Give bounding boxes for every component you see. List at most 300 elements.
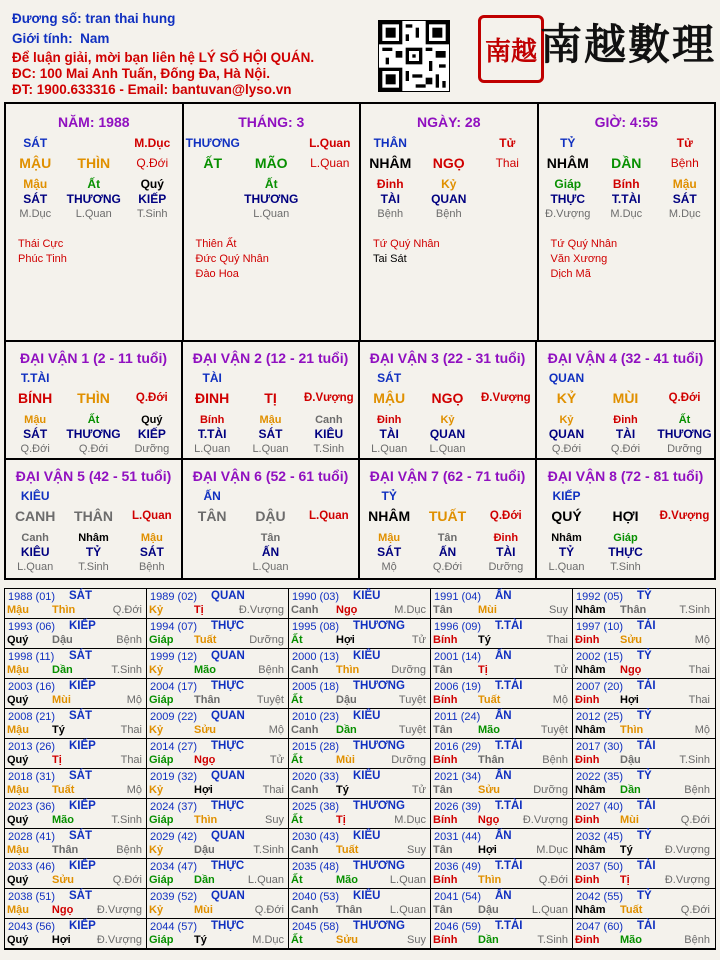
year-cell [431,919,573,949]
dai-van-gods-row [360,427,535,442]
year-stem: Giáp [149,754,174,766]
year-label: 2007 (20) [576,681,624,693]
year-cell [573,919,715,949]
year-god: TỶ [637,710,652,722]
pillar-top-row-item: THÂN [373,136,407,150]
year-pillar-row [433,694,568,706]
year-cell [573,769,715,799]
dai-van-hidden-stems [537,413,714,427]
year-pillar-row [7,664,142,676]
year-pillar-row [575,814,710,826]
year-stage: Tuyệt [256,694,284,706]
year-cell [289,859,431,889]
year-branch: Sửu [194,724,217,736]
year-branch: Hợi [620,694,639,706]
year-pillar-row [7,784,142,796]
year-pillar-row [149,724,284,736]
year-god: QUAN [211,650,245,662]
year-cell [573,739,715,769]
pillar-top-row-item: L.Quan [309,136,351,150]
pillar-gods-row-item: THƯƠNG [244,192,299,206]
year-stem: Bính [433,814,458,826]
year-branch: Tị [478,664,488,676]
dai-van-main-row [183,390,358,407]
dai-van-god-row [360,489,535,504]
dai-van-main-row [183,508,358,525]
year-pillar-row [291,784,426,796]
year-label: 2024 (37) [150,801,198,813]
year-label: 2004 (17) [150,681,198,693]
dai-van-stages-row-item: T.Sinh [78,561,109,573]
dai-van-god: ẤN [203,489,221,503]
year-label: 2012 (25) [576,711,624,723]
pillar-stages-row-item: Bệnh [377,208,404,220]
year-cell [289,679,431,709]
year-cell [147,619,289,649]
year-stem: Đinh [575,754,600,766]
year-god: SÁT [69,830,92,842]
year-god: SÁT [69,770,92,782]
dai-van-hidden-stems [183,531,358,545]
year-label: 2010 (23) [292,711,340,723]
pillar-main-row-item: NGỌ [432,155,465,171]
dai-van-main-row [360,390,535,407]
pillar-top-row-item: Tử [499,136,516,150]
dai-van-gods-row-item: KIẾP [137,427,166,441]
year-god: THỰC [211,740,245,752]
dai-van-stages-row-item: L.Quan [17,561,54,573]
year-branch: Dần [194,874,215,886]
year-stage: Đ.Vượng [96,934,142,946]
dai-van-main-row-item: KỶ [556,390,577,406]
year-branch: Tị [193,604,204,616]
year-branch: Thân [620,604,647,616]
year-pillar-row [575,634,710,646]
year-cell [289,649,431,679]
year-cell [289,589,431,619]
dai-van-hidden-stems-item: Ất [87,414,100,426]
year-god: QUAN [211,710,245,722]
year-cell [5,829,147,859]
dai-van-table [4,342,716,580]
pillar-main-row [184,155,360,172]
pillar-main-row-item: MẬU [19,155,52,171]
dai-van-hidden-stems-item: Kỷ [440,414,455,426]
year-stage: Thai [262,784,284,796]
pillar-gods-row-item: SÁT [23,192,48,206]
dai-van-title: ĐẠI VẬN 3 (22 - 31 tuổi) [369,350,526,366]
year-label: 2002 (15) [576,651,624,663]
year-stage: Dưỡng [533,784,568,796]
year-stage: M.Dục [536,844,568,856]
year-god: THỰC [211,920,245,932]
year-stage: Đ.Vượng [238,604,284,616]
dai-van-hidden-stems-item: Giáp [613,532,638,544]
year-branch: Sửu [336,934,359,946]
year-pillar-row [433,634,568,646]
year-branch: Mão [336,874,358,886]
pillar-note: Tai Sát [373,253,407,265]
dai-van-gods-row-item: T.TÀI [197,427,227,441]
dai-van-main-row [537,508,714,525]
year-stage: Q.Đới [538,874,568,886]
year-cell [5,589,147,619]
red-seal-logo: 南越 [478,15,544,83]
pillar-hidden-stems-item: Bính [612,177,640,191]
dai-van-main-row-item: HỢI [612,508,639,524]
year-stage: Q.Đới [254,904,284,916]
year-label: 2005 (18) [292,681,340,693]
dai-van-cell [537,460,714,578]
year-cell [5,649,147,679]
year-stage: Q.Đới [112,874,142,886]
pillar-title: NĂM: 1988 [57,114,130,130]
year-label: 2022 (35) [576,771,624,783]
dai-van-stages-row [6,560,181,574]
dai-van-gods-row [183,427,358,442]
year-cell [5,709,147,739]
dai-van-hidden-stems [360,413,535,427]
year-label: 1991 (04) [434,591,482,603]
year-cell [573,859,715,889]
year-god: T.TÀI [495,680,523,692]
year-pillar-row [575,694,710,706]
year-stem: Đinh [575,634,600,646]
year-cell [5,619,147,649]
dai-van-hidden-stems [537,531,714,545]
year-stem: Ất [291,934,303,946]
year-stem: Tân [433,844,453,856]
pillar-note: Đào Hoa [195,268,239,280]
year-stem: Đinh [575,694,600,706]
pillar-title: NGÀY: 28 [416,114,481,130]
year-pillar-row [291,844,426,856]
year-stage: Bệnh [542,754,568,766]
year-label: 2006 (19) [434,681,482,693]
pillar-main-row-item: NHÂM [369,155,412,171]
dai-van-main-row-item: BÍNH [18,390,53,406]
year-stage: Suy [407,934,426,946]
pillar-note: Tứ Quý Nhân [550,238,618,250]
year-stem: Canh [291,724,319,736]
year-god: KIẾP [69,680,96,692]
year-god: THƯƠNG [353,860,405,872]
dai-van-cell [6,460,183,578]
year-pillar-row [575,724,710,736]
year-pillar-row [433,664,568,676]
year-pillar-row [7,754,142,766]
dai-van-hidden-stems [6,531,181,545]
pillar-gods-row-item: QUAN [431,192,467,206]
year-god: TÀI [637,620,656,632]
pillar-hidden-stems [539,177,715,192]
year-stage: L.Quan [247,874,284,886]
year-pillar-row [291,934,426,946]
year-god: TÀI [637,740,656,752]
year-branch: Mùi [478,604,497,616]
year-pillar-row [291,814,426,826]
pillar-stages-row-item: Bệnh [435,208,462,220]
pillar-hidden-stems-item: Đinh [376,177,404,191]
dai-van-main-row-item: NGỌ [431,390,464,406]
dai-van-stages-row [537,442,714,456]
year-god: KIÊU [353,710,381,722]
year-stage: T.Sinh [253,844,284,856]
dai-van-god-row [6,489,181,504]
pillar-notes [551,237,715,282]
dai-van-title: ĐẠI VẬN 7 (62 - 71 tuổi) [369,468,526,484]
dai-van-title: ĐẠI VẬN 8 (72 - 81 tuổi) [547,468,704,484]
year-stage: Thai [688,694,710,706]
year-stem: Ất [291,694,303,706]
year-stage: Bệnh [684,934,710,946]
year-cell [147,739,289,769]
year-stage: Q.Đới [680,904,710,916]
year-label: 1990 (03) [292,591,340,603]
year-cell [573,619,715,649]
dai-van-stages-row [183,560,358,574]
year-pillar-row [291,874,426,886]
pillar-stages-row-item: T.Sinh [136,208,168,220]
dai-van-stages-row-item: Q.Đới [432,561,463,573]
year-stage: Bệnh [258,664,284,676]
year-stage: T.Sinh [679,604,710,616]
year-pillar-row [433,844,568,856]
year-pillar-row [149,844,284,856]
year-branch: Tị [619,874,630,886]
dai-van-gods-row-item: THỰC [608,545,643,559]
year-stem: Nhâm [575,844,606,856]
year-god: KIẾP [69,800,96,812]
dai-van-stages-row-item: L.Quan [194,443,231,455]
four-pillars-table [4,102,716,342]
year-god: TỶ [637,650,652,662]
year-branch: Tý [194,934,207,946]
year-branch: Dần [620,784,641,796]
year-cell [289,709,431,739]
dai-van-gods-row-item: TÀI [496,545,516,559]
dai-van-title: ĐẠI VẬN 4 (32 - 41 tuổi) [547,350,704,366]
pillar-note: Văn Xương [550,253,608,265]
year-cell [147,889,289,919]
year-god: TỶ [637,590,652,602]
pillar-column [361,104,539,340]
year-branch: Thìn [52,604,76,616]
year-cell [289,919,431,949]
year-cell [431,799,573,829]
year-god: TÀI [637,920,656,932]
year-pillar-row [433,604,568,616]
year-god: KIẾP [69,740,96,752]
pillar-column [184,104,362,340]
year-pillar-row [7,904,142,916]
year-cell [573,799,715,829]
year-god: THƯƠNG [353,800,405,812]
year-pillar-row [7,604,142,616]
year-cell [289,889,431,919]
year-branch: Hợi [194,784,213,796]
year-label: 2029 (42) [150,831,198,843]
pillar-main-row-item: Thai [495,156,519,170]
dai-van-god: TÀI [202,371,222,385]
year-branch: Thìn [478,874,502,886]
year-god: ẤN [495,770,512,782]
year-label: 2045 (58) [292,921,340,933]
year-stem: Nhâm [575,784,606,796]
dai-van-gods-row [537,427,714,442]
year-stem: Mậu [7,604,29,616]
dai-van-stages-row [537,560,714,574]
year-cell [289,739,431,769]
year-stem: Bính [433,934,458,946]
year-stem: Nhâm [575,724,606,736]
dai-van-main-row-item: TUẤT [428,508,467,524]
dai-van-god-row [6,371,181,386]
pillar-hidden-stems [184,177,360,192]
year-label: 2043 (56) [8,921,56,933]
dai-van-stages-row-item: Q.Đới [610,443,641,455]
dai-van-god-row [183,489,358,504]
pillar-main-row [539,155,715,172]
year-god: TÀI [637,680,656,692]
year-stage: M.Dục [394,814,426,826]
dai-van-gods-row-item: QUAN [429,427,466,441]
dai-van-hidden-stems-item: Tân [260,532,281,544]
year-label: 2047 (60) [576,921,624,933]
year-cell [431,649,573,679]
year-god: T.TÀI [495,620,523,632]
dai-van-gods-row [537,545,714,560]
year-stem: Mậu [7,724,29,736]
year-branch: Sửu [478,784,501,796]
pillar-notes [373,237,537,267]
year-stem: Mậu [7,844,29,856]
year-cell [5,679,147,709]
dai-van-god-row [537,489,714,504]
year-pillar-row [575,904,710,916]
pillar-main-row-item: THÌN [77,155,111,171]
year-stem: Nhâm [575,904,606,916]
year-stage: Đ.Vượng [96,904,142,916]
year-god: T.TÀI [495,920,523,932]
year-label: 2044 (57) [150,921,198,933]
year-god: SÁT [69,650,92,662]
pillar-main-row-item: Bệnh [670,156,699,170]
dai-van-title: ĐẠI VẬN 2 (12 - 21 tuổi) [192,350,349,366]
year-god: T.TÀI [495,860,523,872]
year-pillar-row [575,664,710,676]
year-god: THỰC [211,800,245,812]
year-cell [431,859,573,889]
year-cell [573,649,715,679]
year-cell [289,619,431,649]
dai-van-god: QUAN [548,371,585,385]
year-pillar-row [7,874,142,886]
year-cell [573,889,715,919]
pillar-column [539,104,715,340]
year-cell [147,769,289,799]
year-pillar-row [291,694,426,706]
pillar-stages-row [539,207,715,221]
year-label: 2003 (16) [8,681,56,693]
year-pillar-row [291,724,426,736]
year-branch: Mùi [620,814,639,826]
year-stage: Tuyệt [540,724,568,736]
pillar-note: Dịch Mã [550,268,591,280]
pillar-gods-row-item: T.TÀI [611,192,641,206]
dai-van-hidden-stems-item: Mậu [259,414,282,426]
year-stage: Mộ [694,634,710,646]
year-stage: Tử [553,664,568,676]
year-god: SÁT [69,890,92,902]
year-label: 2036 (49) [434,861,482,873]
pillar-gods-row-item: TÀI [380,192,400,206]
year-stage: Bệnh [684,784,710,796]
pillar-top-row [361,136,537,151]
year-god: THỰC [211,620,245,632]
year-god: ẤN [495,890,512,902]
year-god: ẤN [495,830,512,842]
year-god: T.TÀI [495,800,523,812]
dai-van-title: ĐẠI VẬN 5 (42 - 51 tuổi) [15,468,172,484]
year-cell [573,679,715,709]
year-pillar-row [575,754,710,766]
year-branch: Tý [52,724,65,736]
dai-van-gods-row-item: THƯƠNG [66,427,121,441]
year-stem: Canh [291,604,319,616]
year-stem: Tân [433,604,453,616]
year-pillar-row [433,934,568,946]
pillar-gods-row-item: SÁT [672,192,697,206]
year-branch: Mão [194,664,216,676]
year-cell [5,859,147,889]
year-label: 2031 (44) [434,831,482,843]
pillar-hidden-stems-item: Ất [87,177,101,191]
dai-van-stages-row-item: Dưỡng [134,443,170,455]
dai-van-main-row-item: Q.Đới [668,392,701,404]
dai-van-stages-row-item: T.Sinh [610,561,641,573]
year-pillar-row [575,934,710,946]
pillar-stages-row [361,207,537,221]
year-branch: Thân [478,754,505,766]
year-stem: Giáp [149,634,174,646]
year-pillar-row [149,784,284,796]
year-cell [431,739,573,769]
year-label: 2023 (36) [8,801,56,813]
year-stem: Đinh [575,934,600,946]
year-god: KIẾP [69,620,96,632]
pillar-main-row [361,155,537,172]
year-god: THỰC [211,680,245,692]
pillar-gods-row [361,192,537,207]
pillar-top-row [6,136,182,151]
year-stem: Bính [433,634,458,646]
dai-van-gods-row-item: SÁT [139,545,164,559]
dai-van-gods-row [360,545,535,560]
year-label: 2001 (14) [434,651,482,663]
year-stage: Tuyệt [398,724,426,736]
year-stem: Quý [7,874,29,886]
year-branch: Thân [336,904,363,916]
dai-van-main-row-item: L.Quan [132,510,172,522]
year-branch: Ngọ [194,754,216,766]
year-branch: Tuất [194,634,217,646]
dai-van-hidden-stems-item: Bính [199,414,225,426]
pillar-hidden-stems-item: Mậu [672,177,697,191]
year-label: 2016 (29) [434,741,482,753]
year-stem: Đinh [575,874,600,886]
year-cell [147,799,289,829]
